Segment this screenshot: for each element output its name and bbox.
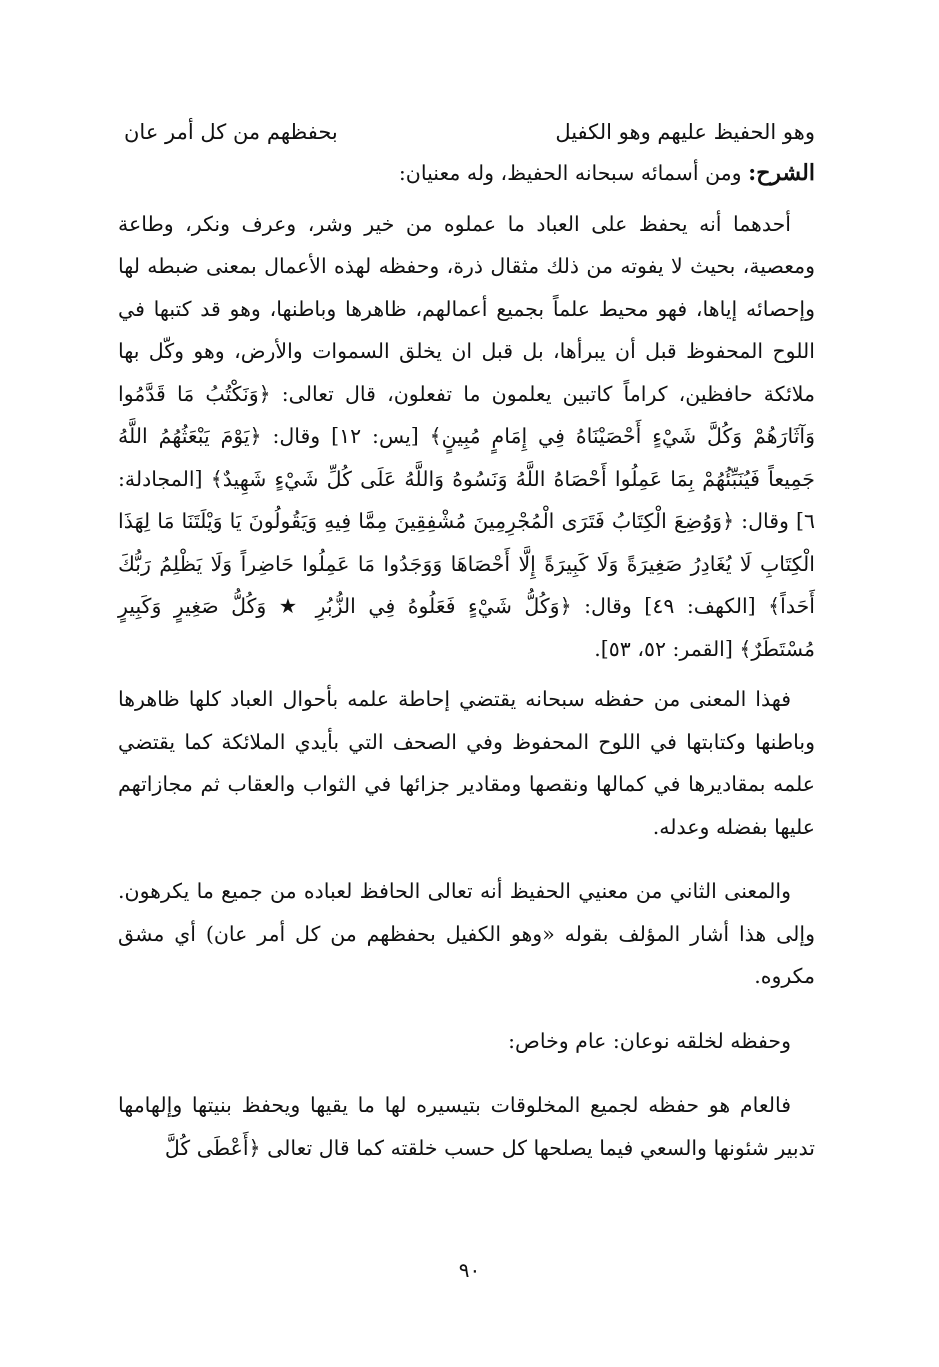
commentary-body <box>118 152 815 1169</box>
verse-first-hemistich: وهو الحفيظ عليهم وهو الكفيل <box>555 120 815 144</box>
page-number: ٩٠ <box>458 1258 481 1282</box>
paragraph-first-meaning: أحدهما أنه يحفظ على العباد ما عملوه من خير وشر، وعرف ونكر، وطاعة ومعصية، بحيث لا يفوته من ذلك مثقال ذرة، وحفظه لهذه الأعمال بمعنى ضبطه لها وإحصائه إياها، فهو محيط علماً بجميع أعمالهم، ظاهرها وباطنها، وهو قد كتبها في اللوح المحفوظ قبل أن يبرأها، بل قبل ان يخلق السموات والأرض، وهو وكّل بها ملائكة حافظين، كراماً كاتبين يعلمون ما تفعلون، قال تعالى: ﴿وَنَكْتُبُ مَا قَدَّمُوا وَآثَارَهُمْ وَكُلَّ شَيْءٍ أَحْصَيْنَاهُ فِي إِمَامٍ مُبِينٍ﴾ [يس: ١٢] وقال: ﴿يَوْمَ يَبْعَثُهُمُ اللَّهُ جَمِيعاً فَيُنَبِّئُهُمْ بِمَا عَمِلُوا أَحْصَاهُ اللَّهُ وَنَسُوهُ وَاللَّهُ عَلَى كُلِّ شَيْءٍ شَهِيدٌ﴾ [المجادلة: ٦] وقال: ﴿وَوُضِعَ الْكِتَابُ فَتَرَى الْمُجْرِمِينَ مُشْفِقِينَ مِمَّا فِيهِ وَيَقُولُونَ يَا وَيْلَتَنَا مَا لِهَذَا الْكِتَابِ لَا يُغَادِرُ صَغِيرَةً وَلَا كَبِيرَةً إِلَّا أَحْصَاهَا وَوَجَدُوا مَا عَمِلُوا حَاضِراً وَلَا يَظْلِمُ رَبُّكَ أَحَداً﴾ [الكهف: ٤٩] وقال: ﴿وَكُلُّ شَيْءٍ فَعَلُوهُ فِي الزُّبُرِ ★ وَكُلُّ صَغِيرٍ وَكَبِيرٍ مُسْتَطَرٌ﴾ [القمر: ٥٢، ٥٣]. <box>118 211 815 661</box>
paragraph-implication: فهذا المعنى من حفظه سبحانه يقتضي إحاطة علمه بأحوال العباد كلها ظاهرها وباطنها وكتابتها في اللوح المحفوظ وفي الصحف التي بأيدي الملائكة كما يقتضي علمه بمقاديرها في كمالها ونقصها ومقادير جزائها في الثواب والعقاب ثم مجازاتهم عليها بفضله وعدله. <box>118 687 815 839</box>
sharh-heading <box>118 152 815 195</box>
paragraph-two-types: وحفظه لخلقه نوعان: عام وخاص: <box>508 1028 791 1053</box>
poem-verse <box>124 112 815 152</box>
sharh-label: الشرح: <box>748 160 815 186</box>
sharh-intro: ومن أسمائه سبحانه الحفيظ، وله معنيان: <box>398 161 742 185</box>
verse-second-hemistich: بحفظهم من كل أمر عان <box>124 120 338 144</box>
paragraph-second-meaning: والمعنى الثاني من معنيي الحفيظ أنه تعالى الحافظ لعباده من جميع ما يكرهون. وإلى هذا أشار المؤلف بقوله «وهو الكفيل بحفظهم من كل أمر عان) أي مشق مكروه. <box>118 879 815 988</box>
paragraph-general-protection: فالعام هو حفظه لجميع المخلوقات بتيسيره لها ما يقيها ويحفظ بنيتها وإلهامها تدبير شئونها والسعي فيما يصلحها كل حسب خلقته كما قال تعالى ﴿أَعْطَى كُلَّ <box>118 1093 815 1160</box>
